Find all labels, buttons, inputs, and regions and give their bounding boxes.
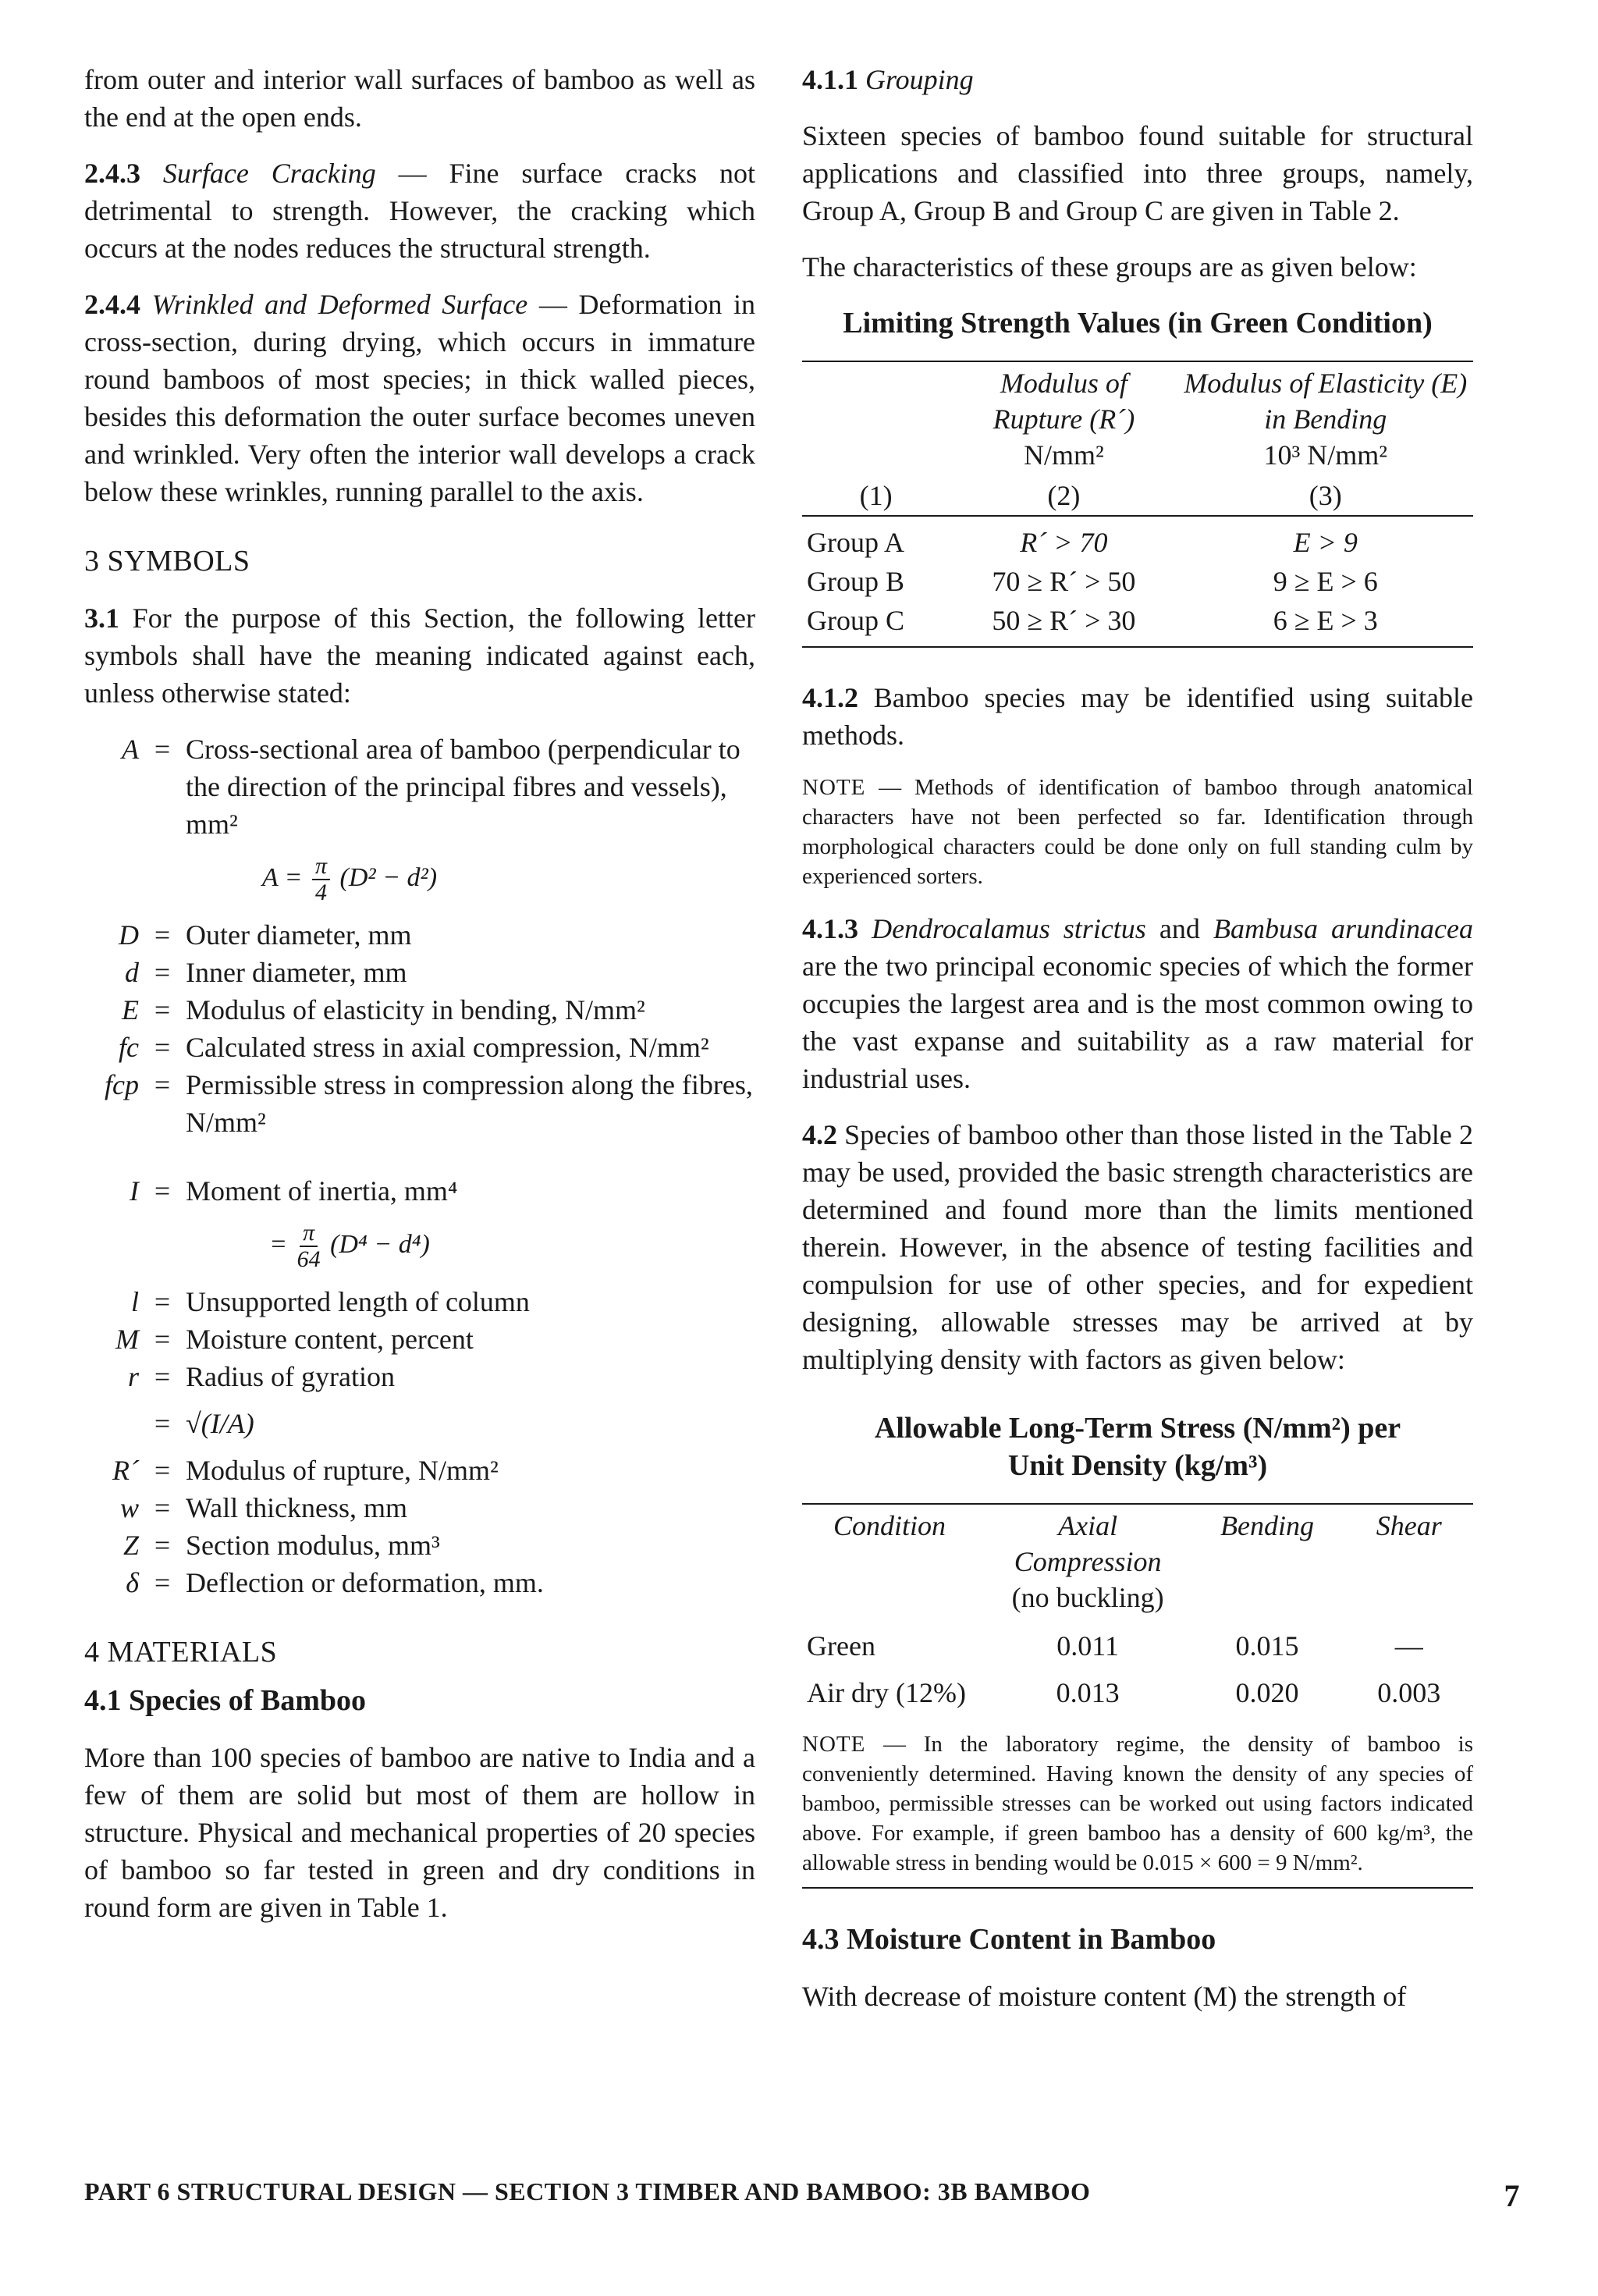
clause-number: 3.1 <box>84 602 119 634</box>
characteristics-intro: The characteristics of these groups are as given below: <box>802 251 1417 283</box>
symbol-value: Cross-sectional area of bamboo (perpendicular to the direction of the principal fibres and vessels), mm² <box>186 734 740 840</box>
clause-4-1-3 <box>802 910 1473 1097</box>
table-cell: Air dry (12%) <box>807 1677 966 1708</box>
symbol-row: D = Outer diameter, mm <box>84 916 755 954</box>
table-cell: 70 ≥ R´ > 50 <box>992 566 1136 597</box>
clause-title: Wrinkled and Deformed Surface <box>151 289 528 320</box>
table-cell: 0.011 <box>1056 1630 1119 1662</box>
column-header-elasticity <box>1178 361 1473 476</box>
symbol-row: fc = Calculated stress in axial compression, N/mm² <box>84 1029 755 1066</box>
symbol-key: E <box>122 994 139 1025</box>
table-cell: Group C <box>807 605 904 636</box>
symbol-key: D <box>119 919 139 951</box>
moisture-paragraph: With decrease of moisture content (M) the strength of <box>802 1981 1407 2012</box>
title-line: Unit Density (kg/m³) <box>1007 1449 1268 1482</box>
clause-text: are the two principal economic species of which the former occupies the largest area and is the most common owing to the vast expanse and suitability as a raw material for industrial uses. <box>802 951 1473 1094</box>
clause-title: Surface Cracking <box>162 158 376 189</box>
formula-inertia <box>209 1221 490 1272</box>
symbol-key: r <box>127 1361 139 1392</box>
fraction-numerator: π <box>300 1221 318 1247</box>
table-cell: E > 9 <box>1293 527 1358 558</box>
column-number: (3) <box>1309 480 1342 511</box>
formula-radius <box>84 1405 755 1442</box>
table-cell: 0.013 <box>1056 1677 1120 1708</box>
column-number: (1) <box>859 480 893 511</box>
column-header <box>986 1504 1190 1619</box>
clause-number: 4.1.1 <box>802 64 858 95</box>
symbol-key: w <box>119 1492 139 1523</box>
formula-rhs: (D² − d²) <box>339 862 438 892</box>
symbol-value: Permissible stress in compression along the fibres, N/mm² <box>186 1069 753 1138</box>
continued-paragraph: from outer and interior wall surfaces of bamboo as well as the end at the open ends. <box>84 64 755 133</box>
table-cell: Group A <box>807 527 904 558</box>
symbol-value: Calculated stress in axial compression, N/mm² <box>186 1032 709 1063</box>
symbol-value: Moisture content, percent <box>186 1324 474 1355</box>
symbol-value: Deflection or deformation, mm. <box>186 1567 544 1598</box>
table-row <box>802 1619 1473 1665</box>
clause-number: 4.2 <box>802 1119 837 1150</box>
column-header: Condition <box>833 1510 946 1541</box>
symbol-row: M = Moisture content, percent <box>84 1320 755 1358</box>
table-row <box>802 1665 1473 1720</box>
clause-text: — Deformation in cross-section, during drying, which occurs in immature round bamboos of most species; in thick walled pieces, besides this deformation the outer surface becomes uneven and wrinkled. Very often the interior wall develops a crack below these wrinkles, running parallel to the axis. <box>84 289 755 507</box>
symbol-key: l <box>130 1286 139 1317</box>
column-number: (2) <box>1047 480 1081 511</box>
symbol-row: fcp = Permissible stress in compression along the fibres, N/mm² <box>84 1066 755 1141</box>
symbol-key: I <box>130 1175 139 1207</box>
symbol-key: M <box>115 1324 139 1355</box>
formula-lhs: = <box>269 1229 288 1259</box>
symbol-value: Modulus of elasticity in bending, N/mm² <box>186 994 645 1025</box>
formula-fraction <box>312 854 330 905</box>
note-density <box>802 1729 1473 1878</box>
table-cell: 6 ≥ E > 3 <box>1273 605 1378 636</box>
clause-text: Bamboo species may be identified using suitable methods. <box>802 682 1473 751</box>
clause-text: Species of bamboo other than those listed in the Table 2 may be used, provided the basic strength characteristics are determined and found more than the limits mentioned therein. However, in the absence of testing facilities and compulsion for use of other species, and for expedient designing, allowable stresses may be arrived at by multiplying density with factors as given below: <box>802 1119 1473 1375</box>
symbol-row: R´ = Modulus of rupture, N/mm² <box>84 1452 755 1489</box>
table-row <box>802 516 1473 562</box>
symbol-row: w = Wall thickness, mm <box>84 1489 755 1527</box>
symbol-row: d = Inner diameter, mm <box>84 954 755 991</box>
table-number-row <box>802 476 1473 516</box>
page-footer <box>84 2177 1520 2214</box>
clause-4-2 <box>802 1116 1473 1378</box>
fraction-numerator: π <box>312 854 330 880</box>
symbol-value: Radius of gyration <box>186 1361 395 1392</box>
clause-4-1-1-heading <box>802 61 1473 98</box>
symbol-row: I = Moment of inertia, mm⁴ <box>84 1172 755 1210</box>
subsection-heading-moisture: 4.3 Moisture Content in Bamboo <box>802 1923 1216 1956</box>
symbol-row: δ = Deflection or deformation, mm. <box>84 1564 755 1601</box>
formula-lhs: A = <box>261 862 303 892</box>
table-cell: 9 ≥ E > 6 <box>1273 566 1378 597</box>
symbol-key: fcp <box>105 1069 139 1100</box>
conjunction: and <box>1145 913 1213 944</box>
grouping-paragraph: Sixteen species of bamboo found suitable for structural applications and classified into three groups, namely, Group A, Group B and Group C are given in Table 2. <box>802 120 1473 226</box>
symbol-list <box>84 730 755 1601</box>
left-column <box>84 61 755 1926</box>
page-number: 7 <box>1504 2178 1520 2213</box>
section-heading-symbols: 3 SYMBOLS <box>84 545 250 578</box>
table-cell: 0.020 <box>1235 1677 1299 1708</box>
note-label: NOTE <box>802 1732 866 1757</box>
column-header: Bending <box>1220 1510 1314 1541</box>
symbol-key: fc <box>119 1032 139 1063</box>
title-line: Allowable Long-Term Stress (N/mm²) per <box>874 1412 1401 1445</box>
table-row <box>802 601 1473 647</box>
subsection-heading-species: 4.1 Species of Bamboo <box>84 1684 366 1717</box>
symbol-key: Z <box>123 1530 139 1561</box>
header-label: Modulus of Elasticity (E) in Bending <box>1184 368 1468 435</box>
species-name: Dendrocalamus strictus <box>872 913 1146 944</box>
symbol-key: d <box>125 957 139 988</box>
clause-text: For the purpose of this Section, the following letter symbols shall have the meaning indicated against each, unless otherwise stated: <box>84 602 755 709</box>
symbol-key: δ <box>126 1567 139 1598</box>
symbol-value: Outer diameter, mm <box>186 919 412 951</box>
symbol-row: l = Unsupported length of column <box>84 1283 755 1320</box>
note-text: — Methods of identification of bamboo through anatomical characters have not been perfected so far. Identification through morphological characters could be done only on full standing culm by experienced sorters. <box>802 775 1473 889</box>
table-allowable-stress <box>802 1503 1473 1720</box>
symbol-value: Section modulus, mm³ <box>186 1530 440 1561</box>
formula-eq: = <box>154 1408 171 1439</box>
table-header-row <box>802 1504 1473 1619</box>
column-header: Shear <box>1376 1510 1442 1541</box>
header-label: Axial Compression <box>1014 1510 1162 1577</box>
clause-3-1 <box>84 599 755 712</box>
species-paragraph: More than 100 species of bamboo are native to India and a few of them are solid but most of them are hollow in structure. Physical and mechanical properties of 20 species of bamboo so far tested in green and dry conditions in round form are given in Table 1. <box>84 1742 755 1923</box>
symbol-row: r = Radius of gyration <box>84 1358 755 1395</box>
header-unit: 10³ N/mm² <box>1263 439 1388 471</box>
symbol-value: Wall thickness, mm <box>186 1492 408 1523</box>
symbol-row: E = Modulus of elasticity in bending, N/mm² <box>84 991 755 1029</box>
header-unit: N/mm² <box>1023 439 1104 471</box>
clause-title: Grouping <box>865 64 974 95</box>
table-cell: Group B <box>807 566 904 597</box>
clause-2-4-3 <box>84 155 755 267</box>
table-cell: 0.003 <box>1377 1677 1441 1708</box>
table-limiting-strength-title: Limiting Strength Values (in Green Condition) <box>843 307 1433 339</box>
note-label: NOTE <box>802 775 866 800</box>
clause-number: 4.1.2 <box>802 682 858 713</box>
formula-fraction <box>297 1221 321 1272</box>
table-limiting-strength <box>802 361 1473 648</box>
table-allowable-stress-title <box>802 1409 1473 1484</box>
symbol-value: Moment of inertia, mm⁴ <box>186 1175 458 1207</box>
table-cell: R´ > 70 <box>1020 527 1108 558</box>
fraction-denominator: 4 <box>315 880 328 905</box>
formula-area <box>209 854 490 905</box>
formula-rhs: √(I/A) <box>186 1408 254 1439</box>
table-cell: Green <box>807 1630 875 1662</box>
symbol-value: Inner diameter, mm <box>186 957 407 988</box>
note-identification <box>802 773 1473 891</box>
symbol-value: Modulus of rupture, N/mm² <box>186 1455 499 1486</box>
clause-number: 2.4.3 <box>84 158 140 189</box>
clause-number: 4.1.3 <box>802 913 858 944</box>
table-header-row <box>802 361 1473 476</box>
fraction-denominator: 64 <box>297 1246 321 1272</box>
footer-title: PART 6 STRUCTURAL DESIGN — SECTION 3 TIMBER AND BAMBOO: 3B BAMBOO <box>84 2177 1091 2205</box>
section-heading-materials: 4 MATERIALS <box>84 1636 278 1669</box>
symbol-row: Z = Section modulus, mm³ <box>84 1527 755 1564</box>
header-sub: (no buckling) <box>1011 1582 1164 1613</box>
table-cell: — <box>1394 1630 1423 1662</box>
clause-2-4-4 <box>84 286 755 510</box>
right-column <box>802 61 1473 2015</box>
table-cell: 50 ≥ R´ > 30 <box>992 605 1136 636</box>
table-row <box>802 562 1473 601</box>
species-name: Bambusa arundinacea <box>1213 913 1473 944</box>
clause-4-1-2 <box>802 679 1473 754</box>
symbol-value: Unsupported length of column <box>186 1286 530 1317</box>
table-cell: 0.015 <box>1235 1630 1299 1662</box>
column-header-rupture <box>950 361 1177 476</box>
header-label: Modulus of Rupture (R´) <box>993 368 1135 435</box>
note-text: — In the laboratory regime, the density of bamboo is conveniently determined. Having known the density of any species of bamboo, permissible stresses can be worked out using factors indicated above. For example, if green bamboo has a density of 600 kg/m³, the allowable stress in bending would be 0.015 × 600 = 9 N/mm². <box>802 1732 1473 1875</box>
symbol-key: A <box>122 734 139 765</box>
clause-number: 2.4.4 <box>84 289 140 320</box>
formula-rhs: (D⁴ − d⁴) <box>330 1229 430 1259</box>
clause-text: — Fine surface cracks not detrimental to strength. However, the cracking which occurs at the nodes reduces the structural strength. <box>84 158 756 264</box>
symbol-key: R´ <box>112 1455 139 1486</box>
symbol-row: A = Cross-sectional area of bamboo (perpendicular to the direction of the principal fibres and vessels), mm² <box>84 730 755 843</box>
